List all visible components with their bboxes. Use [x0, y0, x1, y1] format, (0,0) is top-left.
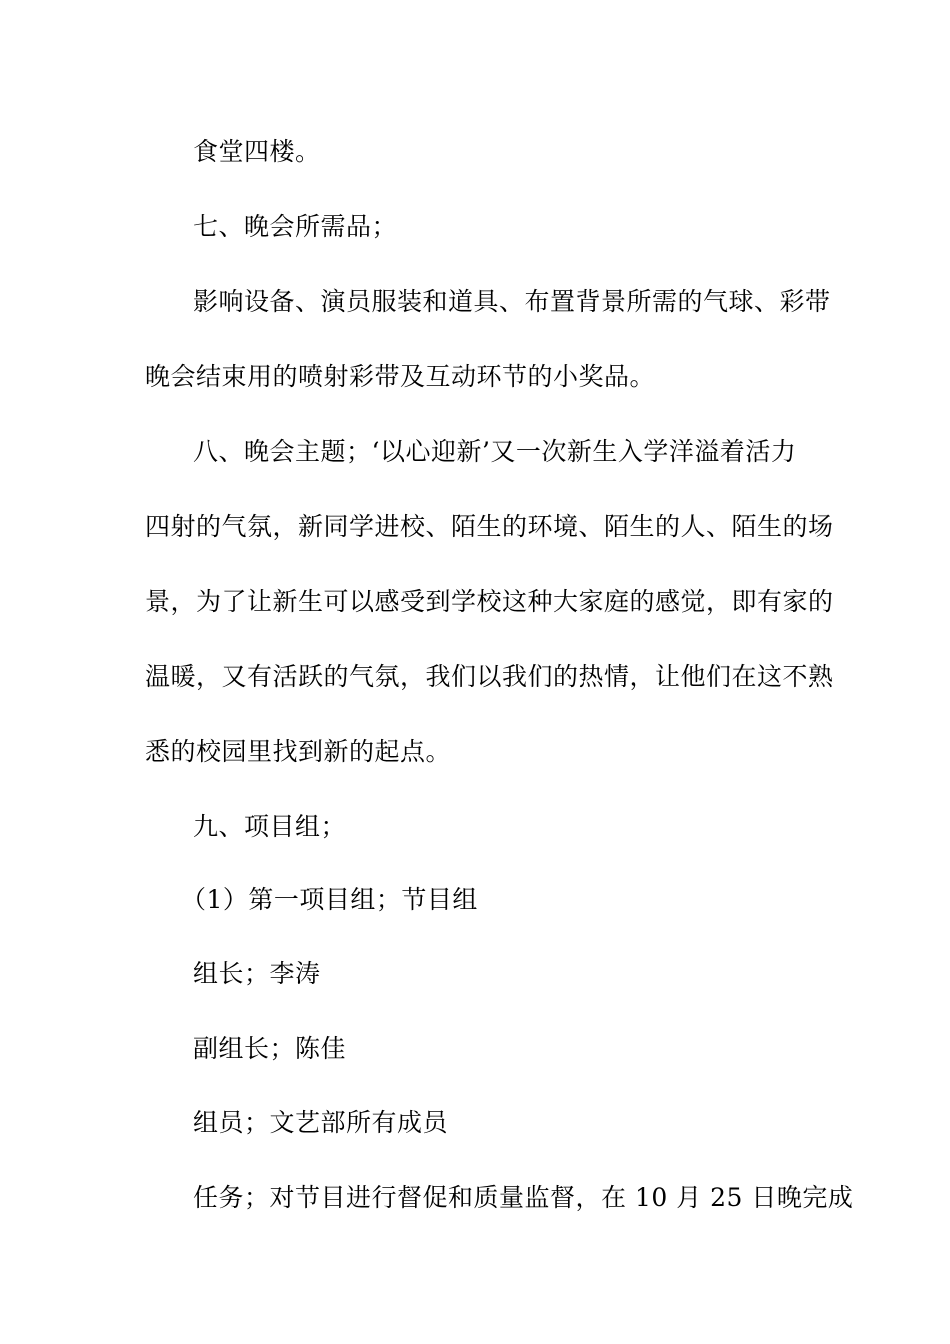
paragraph-line: 食堂四楼。: [193, 137, 321, 166]
subsection-heading: （1）第一项目组；节目组: [181, 885, 478, 914]
paragraph-line: 悉的校园里找到新的起点。: [145, 737, 452, 766]
paragraph-line: 四射的气氛，新同学进校、陌生的环境、陌生的人、陌生的场: [145, 512, 834, 541]
section-heading: 八、晚会主题；‘以心迎新’又一次新生入学洋溢着活力: [193, 437, 797, 466]
paragraph-line: 组员；文艺部所有成员: [193, 1108, 449, 1137]
section-heading: 九、项目组；: [193, 812, 347, 841]
paragraph-line: 影响设备、演员服装和道具、布置背景所需的气球、彩带: [193, 287, 831, 316]
paragraph-line: 副组长；陈佳: [193, 1034, 347, 1063]
paragraph-line: 组长；李涛: [193, 959, 321, 988]
paragraph-line: 温暖，又有活跃的气氛，我们以我们的热情，让他们在这不熟: [145, 662, 834, 691]
paragraph-line: 景，为了让新生可以感受到学校这种大家庭的感觉，即有家的: [145, 587, 834, 616]
paragraph-line: 晚会结束用的喷射彩带及互动环节的小奖品。: [145, 362, 656, 391]
section-heading: 七、晚会所需品；: [193, 212, 398, 241]
paragraph-line: 任务；对节目进行督促和质量监督，在 10 月 25 日晚完成: [193, 1183, 854, 1212]
